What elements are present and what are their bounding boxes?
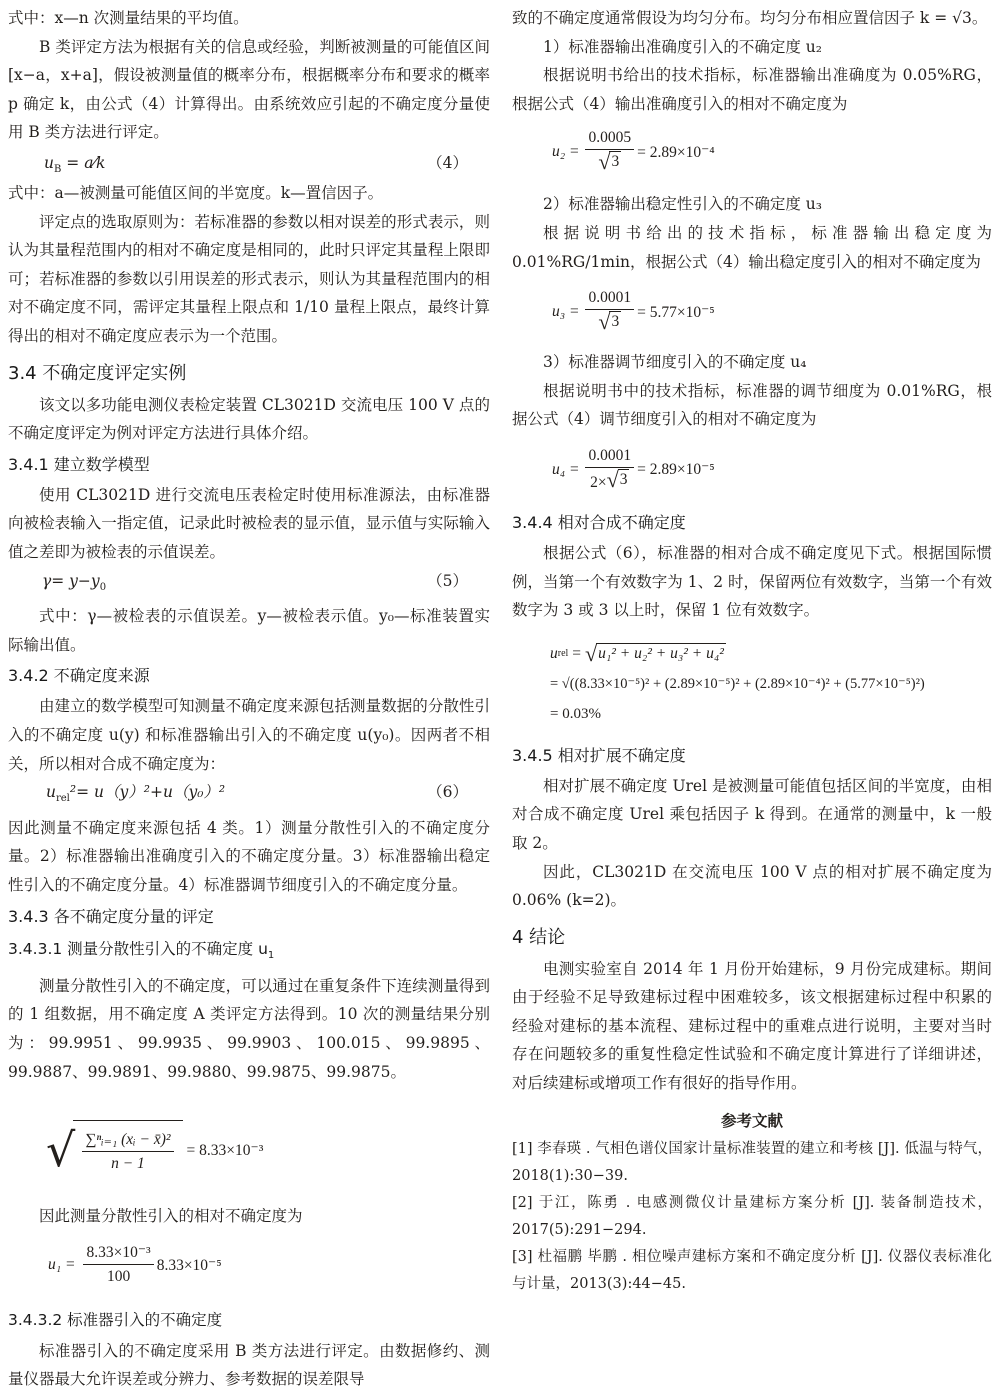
- dispersion-paragraph: 测量分散性引入的不确定度，可以通过在重复条件下连续测量得到的 1 组数据，用不确定度 A 类评定方法得到。10 次的测量结果分别为：99.9951、99.9935、99.9903、100.015、99.9895、99.9887、99.9891、99.9880、99.9875、99.9875。: [8, 976, 490, 1081]
- section-3-4-1-heading: 3.4.1 建立数学模型: [8, 454, 150, 474]
- u4-numerator: 0.0001: [585, 446, 634, 468]
- equation-4: [8, 147, 490, 179]
- reference-1: [1] 李春瑛 . 气相色谱仪国家计量标准装置的建立和考核 [J]. 低温与特气，2018(1):30−39.: [512, 1140, 992, 1184]
- u2-radicand: 3: [609, 151, 621, 173]
- section-3-4-5-heading: 3.4.5 相对扩展不确定度: [512, 745, 686, 765]
- section-3-4-3-1-sub: 1: [267, 949, 275, 961]
- eq6-rest: ²= u（y）²+u（y₀）²: [69, 783, 226, 802]
- u2-formula: [552, 128, 992, 176]
- std-dev-sqrt: [46, 1120, 183, 1180]
- urel-line-1: [550, 639, 992, 669]
- reference-3: [3] 杜福鹏 毕鹏 . 相位噪声建标方案和不确定度分析 [J]. 仪器仪表标准化与计量，2013(3):44−45.: [512, 1248, 992, 1292]
- expanded-result-paragraph: 因此，CL3021D 在交流电压 100 V 点的相对扩展不确定度为 0.06% (k=2)。: [512, 862, 992, 910]
- eq5-number: （5）: [427, 571, 468, 590]
- accuracy-paragraph: 根据说明书给出的技术指标，标准器输出准确度为 0.05%RG，根据公式（4）输出准确度引入的相对不确定度为: [512, 66, 992, 113]
- u3-radicand: 3: [609, 311, 621, 333]
- u3-denominator: [595, 310, 624, 336]
- eq4-number: （4）: [427, 153, 468, 172]
- relative-dispersion-intro: 因此测量分散性引入的相对不确定度为: [39, 1207, 303, 1226]
- u4-fraction: [585, 446, 634, 494]
- u3-fraction: [585, 288, 634, 336]
- equation-5: [8, 567, 490, 603]
- left-column: [8, 4, 490, 1394]
- expanded-paragraph: 相对扩展不确定度 Urel 是被测量可能值包括区间的半宽度，由相对合成不确定度 Urel 乘包括因子 k 得到。在通常的测量中，k 一般取 2。: [512, 776, 992, 852]
- section-3-4-4-heading: 3.4.4 相对合成不确定度: [512, 512, 686, 532]
- section-3-4-3-2-heading: 3.4.3.2 标准器引入的不确定度: [8, 1310, 223, 1329]
- section-4-heading: 4 结论: [512, 926, 566, 948]
- urel-line-3: = 0.03%: [550, 705, 601, 722]
- u3-sqrt: √ 3: [598, 309, 620, 335]
- u4-sqrt: √ 3: [606, 466, 628, 492]
- type-b-paragraph: B 类评定方法为根据有关的信息或经验，判断被测量的可能值区间 [x−a，x+a]，假设被测量值的概率分布，根据概率分布和要求的概率 p 确定 k，由公式（4）计算得出。由系统效应引起的不确定度分量使用 B 类方法进行评定。: [8, 37, 490, 142]
- std-dev-formula: [46, 1120, 490, 1180]
- conclusion-paragraph: 电测实验室自 2014 年 1 月份开始建标，9 月份完成建标。期间由于经验不足导致建标过程中困难较多，该文根据建标过程中积累的经验对建标的基本流程、建标过程中的重难点进行说明，主要对当时存在问题较多的重复性稳定性试验和不确定度计算进行了详细讲述，对后续建标或增项工作有很好的指导作用。: [512, 959, 992, 1093]
- u4-lhs: u₄ =: [552, 460, 580, 478]
- urel-sub: rel: [557, 647, 569, 659]
- u4-denominator: [587, 468, 632, 494]
- urel-u: u: [550, 644, 558, 662]
- section-3-4-2-heading: 3.4.2 不确定度来源: [8, 666, 150, 686]
- std-dev-denominator: n − 1: [111, 1155, 145, 1173]
- u3-numerator: 0.0001: [585, 288, 634, 310]
- u4-denominator-prefix: 2×: [590, 473, 607, 491]
- resolution-paragraph: 根据说明书中的技术指标，标准器的调节细度为 0.01%RG，根据公式（4）调节细度引入的相对不确定度为: [512, 381, 992, 429]
- u2-numerator: 0.0005: [585, 128, 634, 150]
- urel-line-2: = √((8.33×10⁻⁵)² + (2.89×10⁻⁵)² + (2.89×10⁻⁴)² + (5.77×10⁻⁵)²): [550, 675, 925, 692]
- u1-result: 8.33×10⁻⁵: [156, 1256, 222, 1274]
- u1-numerator: 8.33×10⁻³: [83, 1243, 153, 1265]
- u2-lhs: u₂ =: [552, 143, 580, 161]
- references-heading: 参考文献: [720, 1111, 783, 1130]
- u1-formula: [48, 1243, 490, 1288]
- four-sources-paragraph: 因此测量不确定度来源包括 4 类。1）测量分散性引入的不确定度分量。2）标准器输出准确度引入的不确定度分量。3）标准器输出稳定性引入的不确定度分量。4）标准器调节细度引入的不确定度分量。: [8, 818, 490, 895]
- example-intro-paragraph: 该文以多功能电测仪表检定装置 CL3021D 交流电压 100 V 点的不确定度评定为例对评定方法进行具体介绍。: [8, 395, 490, 443]
- eq6-u: u: [46, 783, 56, 802]
- stability-paragraph: 根据说明书给出的技术指标，标准器输出稳定度为 0.01%RG/1min，根据公式（4）输出稳定度引入的相对不确定度为: [512, 223, 992, 271]
- section-3-4-heading: 3.4 不确定度评定实例: [8, 362, 187, 384]
- urel-radicand: u₁² + u₂² + u₃² + u₄²: [596, 643, 726, 665]
- evaluation-point-paragraph: 评定点的选取原则为：若标准器的参数以相对误差的形式表示，则认为其量程范围内的相对不确定度是相同的，此时只评定其量程上限即可；若标准器的参数以引用误差的形式表示，则认为其量程范围内的相对不确定度不同，需评定其量程上限点和 1/10 量程上限点，最终计算得出的相对不确定度应表示为一个范围。: [8, 212, 490, 345]
- u3-result: = 5.77×10⁻⁵: [637, 303, 715, 321]
- section-3-4-3-1-heading: [8, 933, 490, 972]
- eq4-definition: 式中：a—被测量可能值区间的半宽度。k—置信因子。: [8, 183, 384, 202]
- u3-lhs: u₃ =: [552, 303, 580, 321]
- sources-paragraph: 由建立的数学模型可知测量不确定度来源包括测量数据的分散性引入的不确定度 u(y) 和标准器输出引入的不确定度 u(y₀)。因两者不相关，所以相对合成不确定度为：: [8, 697, 490, 773]
- subsection-resolution: 3）标准器调节细度引入的不确定度 u₄: [543, 353, 807, 372]
- right-column: [512, 4, 992, 1298]
- std-dev-fraction: [82, 1130, 173, 1175]
- reference-2: [2] 于江，陈勇 . 电感测微仪计量建标方案分析 [J]. 装备制造技术，2017(5):291−294.: [512, 1194, 992, 1238]
- model-paragraph: 使用 CL3021D 进行交流电压表检定时使用标准源法，由标准器向被检表输入一指定值，记录此时被检表的显示值，显示值与实际输入值之差即为被检表的示值误差。: [8, 485, 490, 561]
- section-3-4-3-1-text: 3.4.3.1 测量分散性引入的不确定度 u: [8, 939, 268, 958]
- uniform-distribution-paragraph: 致的不确定度通常假设为均匀分布。均匀分布相应置信因子 k = √3。: [512, 9, 988, 27]
- combined-paragraph: 根据公式（6），标准器的相对合成不确定度见下式。根据国际惯例，当第一个有效数字为 1、2 时，保留两位有效数字，当第一个有效数字为 3 或 3 以上时，保留 1 位有效数字。: [512, 543, 992, 620]
- u4-radicand: 3: [618, 469, 630, 491]
- u2-denominator: [595, 150, 624, 176]
- urel-sqrt: √ u₁² + u₂² + u₃² + u₄²: [585, 640, 724, 666]
- eq6-number: （6）: [427, 783, 468, 802]
- u4-formula: [552, 446, 992, 494]
- std-dev-result: = 8.33×10⁻³: [186, 1141, 264, 1159]
- u1-lhs: u₁ =: [48, 1256, 76, 1274]
- eq4-rhs: = a⁄k: [66, 153, 106, 172]
- u1-denominator: 100: [106, 1267, 131, 1285]
- standard-type-b-paragraph: 标准器引入的不确定度采用 B 类方法进行评定。由数据修约、测量仪器最大允许误差或分辨力、参考数据的误差限导: [8, 1341, 490, 1389]
- eq4-sub: B: [53, 164, 62, 176]
- u2-result: = 2.89×10⁻⁴: [637, 143, 715, 161]
- eq4-lhs: u: [44, 153, 54, 172]
- urel-formula: [550, 639, 992, 729]
- u1-fraction: [83, 1243, 153, 1288]
- mean-definition: 式中：x—n 次测量结果的平均值。: [8, 9, 249, 27]
- std-dev-numerator: ∑ⁿᵢ₌₁ (xᵢ − x̄)²: [82, 1130, 173, 1152]
- u2-sqrt: √ 3: [598, 149, 620, 175]
- u3-formula: [552, 288, 992, 336]
- eq6-sub: rel: [55, 793, 70, 805]
- u2-fraction: [585, 128, 634, 176]
- radical-sign-icon: √: [46, 1123, 76, 1178]
- u4-result: = 2.89×10⁻⁵: [637, 461, 715, 479]
- subsection-stability: 2）标准器输出稳定性引入的不确定度 u₃: [543, 195, 822, 214]
- equation-6: [8, 778, 490, 814]
- urel-equals: =: [572, 644, 582, 662]
- eq5-definition: 式中：γ—被检表的示值误差。y—被检表示值。y₀—标准装置实际输出值。: [8, 607, 490, 654]
- section-3-4-3-heading: 3.4.3 各不确定度分量的评定: [8, 906, 214, 926]
- eq5-sub: 0: [99, 581, 107, 593]
- eq5-body: γ= y−y: [42, 571, 100, 590]
- subsection-accuracy: 1）标准器输出准确度引入的不确定度 u₂: [543, 37, 822, 56]
